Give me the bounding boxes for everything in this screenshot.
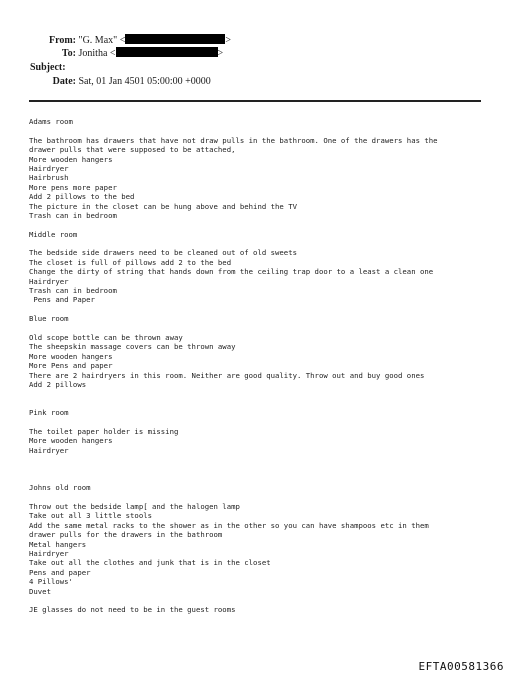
to-value: Jonitha <	[78, 48, 116, 59]
to-suffix: >	[217, 48, 224, 59]
body-line: Johns old room	[29, 483, 91, 493]
body-line: drawer pulls that were supposed to be attached,	[29, 145, 236, 155]
body-line: The closet is full of pillows add 2 to the bed	[29, 257, 232, 267]
body-line: Hairdryer	[29, 163, 69, 173]
body-line: Hairdryer	[29, 548, 69, 558]
date-value: Sat, 01 Jan 4501 05:00:00 +0000	[78, 76, 211, 87]
body-line: More pens more paper	[29, 182, 117, 192]
blank-line	[29, 126, 499, 135]
email-to-row	[30, 47, 223, 60]
body-line: More wooden hangers	[29, 351, 113, 361]
body-line: Metal hangers	[29, 539, 87, 549]
from-suffix: >	[225, 35, 231, 46]
body-line: drawer pulls for the drawers in the bathroom	[29, 530, 223, 540]
body-line: The bathroom has drawers that have not draw pulls in the bathroom. One of the drawers has the	[29, 135, 438, 145]
body-line: Pink room	[29, 408, 69, 418]
email-body	[29, 117, 499, 615]
body-line: More Pens and paper	[29, 361, 113, 371]
body-line: Hairdryer	[29, 276, 69, 286]
blank-line	[29, 220, 499, 229]
body-line: JE glasses do not need to be in the guest rooms	[29, 605, 236, 615]
body-line: The sheepskin massage covers can be thrown away	[29, 342, 236, 352]
document-id: EFTA00581366	[418, 660, 504, 673]
body-line: Blue room	[29, 314, 69, 324]
body-line: The picture in the closet can be hung above and behind the TV	[29, 201, 297, 211]
body-line: Take out all 3 little stools	[29, 511, 153, 521]
body-line: The toilet paper holder is missing	[29, 426, 179, 436]
redaction-box	[116, 47, 218, 57]
from-label: From:	[48, 35, 76, 46]
from-value: "G. Max" <	[78, 35, 126, 46]
body-line: There are 2 hairdryers in this room. Neither are good quality. Throw out and buy good ones	[29, 370, 425, 380]
body-line: Hairbrush	[29, 173, 69, 183]
blank-line	[29, 418, 499, 427]
body-line: Hairdryer	[29, 445, 69, 455]
body-line: Change the dirty of string that hands down from the ceiling trap door to a least a clean one	[29, 267, 434, 277]
email-date-row	[30, 75, 211, 88]
body-line: Trash can in bedroom	[29, 286, 117, 296]
body-line: More wooden hangers	[29, 154, 113, 164]
blank-line	[29, 239, 499, 248]
body-line: The bedside side drawers need to be cleaned out of old sweets	[29, 248, 297, 258]
blank-line	[29, 464, 499, 473]
blank-line	[29, 596, 499, 605]
body-line: Duvet	[29, 586, 51, 596]
to-label: To:	[61, 48, 76, 59]
blank-line	[29, 455, 499, 464]
body-line: Adams room	[29, 117, 73, 126]
blank-line	[29, 389, 499, 398]
blank-line	[29, 493, 499, 502]
blank-line	[29, 305, 499, 314]
body-line: More wooden hangers	[29, 436, 113, 446]
body-line: Add the same metal racks to the shower as in the other so you can have shampoos etc in them	[29, 520, 429, 530]
body-line: Pens and paper	[29, 567, 91, 577]
body-line: Add 2 pillows	[29, 379, 87, 389]
body-line: Take out all the clothes and junk that is in the closet	[29, 558, 271, 568]
header-divider	[29, 100, 481, 102]
blank-line	[29, 399, 499, 408]
blank-line	[29, 324, 499, 333]
email-subject-row	[30, 61, 66, 74]
body-line: 4 Pillows'	[29, 577, 73, 587]
body-line: Throw out the bedside lamp[ and the halogen lamp	[29, 502, 240, 512]
body-line: Pens and Paper	[29, 295, 95, 305]
redaction-box	[125, 34, 225, 44]
email-from-row	[30, 34, 231, 47]
date-label: Date:	[52, 76, 76, 87]
body-line: Add 2 pillows to the bed	[29, 192, 135, 202]
body-line: Middle room	[29, 229, 78, 239]
body-line: Old scope bottle can be thrown away	[29, 332, 183, 342]
subject-label: Subject:	[30, 62, 66, 73]
body-line: Trash can in bedroom	[29, 210, 117, 220]
blank-line	[29, 474, 499, 483]
